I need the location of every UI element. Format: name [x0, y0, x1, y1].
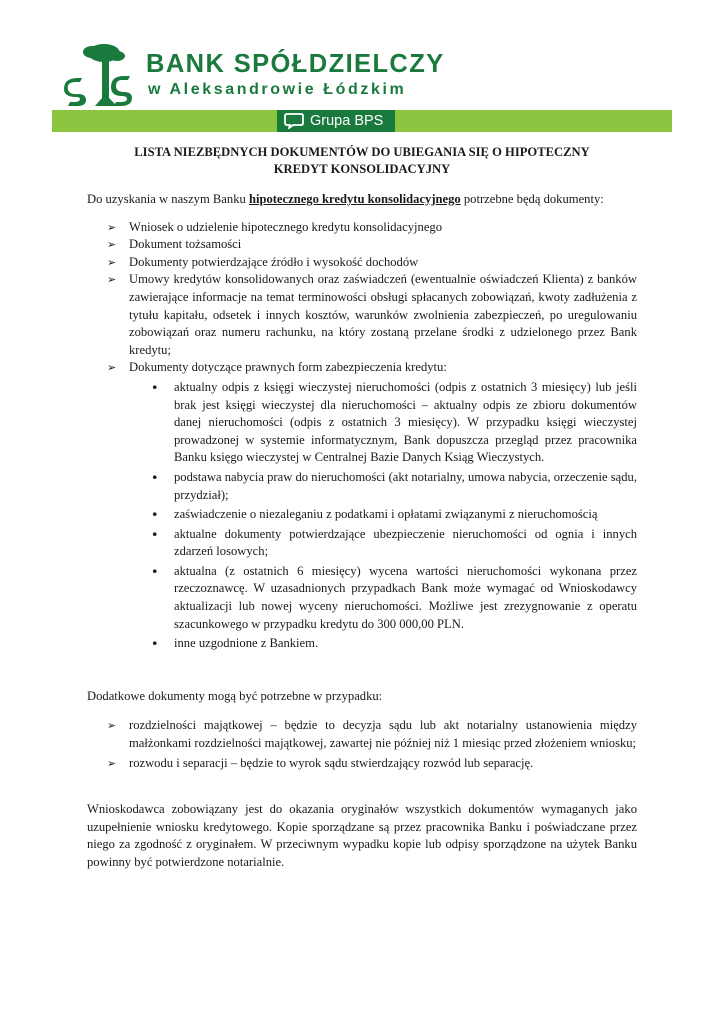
intro-paragraph [87, 191, 637, 209]
list-item [87, 717, 637, 752]
list-item-text: Dokumenty potwierdzające źródło i wysokość dochodów [129, 254, 419, 269]
arrow-bullet-icon: ➢ [107, 273, 117, 287]
dot-bullet-icon: • [151, 563, 159, 579]
arrow-bullet-icon: ➢ [107, 719, 117, 733]
arrow-bullet-icon: ➢ [107, 238, 117, 252]
list-item [87, 219, 637, 237]
list-item-text: Dokumenty dotyczące prawnych form zabezpieczenia kredytu: [129, 360, 447, 375]
dot-bullet-icon: • [151, 526, 159, 542]
sub-list-item-text: inne uzgodnione z Bankiem. [174, 636, 319, 651]
sub-list-item [129, 469, 637, 504]
sub-list-item-text: podstawa nabycia praw do nieruchomości (akt notarialny, umowa nabycia, orzeczenie sądu, przydział); [174, 469, 637, 502]
group-label: Grupa BPS [310, 113, 384, 129]
letterhead [0, 0, 725, 140]
intro-text: Do uzyskania w naszym Banku [87, 192, 249, 206]
bank-name: BANK SPÓŁDZIELCZY [146, 50, 445, 78]
group-badge [277, 110, 395, 132]
sub-list-item-text: aktualna (z ostatnich 6 miesięcy) wycena wartości nieruchomości wykonana przez rzeczoznawcę. W uzasadnionych przypadkach Bank może wymagać od Wnioskodawcy aktualizacji lub nowej wyceny nieruchomości. Możliwe jest zrezygnowanie z operatu szacunkowego w przypadku kredytu do 300 000,00 PLN. [174, 563, 637, 631]
dot-bullet-icon: • [151, 469, 159, 485]
dot-bullet-icon: • [151, 636, 159, 652]
dot-bullet-icon: • [151, 507, 159, 523]
security-documents-list [129, 379, 637, 653]
list-item-text: Wniosek o udzielenie hipotecznego kredytu konsolidacyjnego [129, 219, 442, 234]
intro-text: potrzebne będą dokumenty: [460, 192, 604, 206]
document-title [87, 144, 637, 178]
sub-list-item [129, 635, 637, 653]
title-line: KREDYT KONSOLIDACYJNY [273, 162, 451, 176]
list-item-text: Dokument tożsamości [129, 237, 242, 252]
sub-list-item [129, 563, 637, 633]
speech-bubble-icon [284, 113, 304, 129]
intro-highlight: hipotecznego kredytu konsolidacyjnego [248, 192, 461, 206]
document-body [87, 144, 637, 872]
sub-list-item [129, 526, 637, 561]
list-item-text: rozdzielności majątkowej – będzie to decyzja sądu lub akt notarialny ustanowienia między małżonkami rozdzielności majątkowej, zawartej nie później niż 1 miesiąc przed złożeniem wniosku; [129, 718, 637, 751]
required-documents-list [87, 219, 637, 653]
arrow-bullet-icon: ➢ [107, 361, 117, 375]
list-item [87, 271, 637, 359]
arrow-bullet-icon: ➢ [107, 255, 117, 269]
list-item [87, 755, 637, 773]
closing-paragraph: Wnioskodawca zobowiązany jest do okazania oryginałów wszystkich dokumentów wymaganych jako uzupełnienie wniosku kredytowego. Kopie sporządzane są przez pracownika Banku i poświadczane przez niego za zgodność z oryginałem. W przeciwnym wypadku kopie lub odpisy sporządzone na użytek Banku powinny być potwierdzone notarialnie. [87, 802, 637, 869]
sub-list-item-text: zaświadczenie o niezaleganiu z podatkami i opłatami związanymi z nieruchomością [174, 507, 598, 522]
list-item-text: Umowy kredytów konsolidowanych oraz zaświadczeń (ewentualnie oświadczeń Klienta) z banków zawierające informacje na temat terminowości obsługi spłacanych zobowiązań, kwoty zadłużenia z tytułu kapitału, odsetek i innych kosztów, warunków zwolnienia zabezpieczeń, po uregulowaniu zobowiązań oraz numeru rachunku, na który zostaną przelane środki z udzielonego przez Bank kredytu; [129, 272, 637, 357]
title-line: LISTA NIEZBĘDNYCH DOKUMENTÓW DO UBIEGANIA SIĘ O HIPOTECZNY [134, 145, 590, 159]
sub-list-item-text: aktualny odpis z księgi wieczystej nieruchomości (odpis z ostatnich 3 miesięcy) lub jeśli brak jest księgi wieczystej dla nieruchomości – aktualny odpis ze zbioru dokumentów danej nieruchomości (odpis z ostatnich 3 miesięcy). W przypadku księgi wieczystej prowadzonej w systemie informatycznym, Bank dopuszcza przegląd przez pracownika Banku księgo wieczystej w Centralnej Bazie Danych Ksiąg Wieczystych. [174, 379, 637, 465]
sub-list-item-text: aktualne dokumenty potwierdzające ubezpieczenie nieruchomości od ognia i innych zdarzeń losowych; [174, 526, 637, 559]
bank-logo-tree-icon [62, 40, 140, 108]
sub-list-item [129, 379, 637, 467]
dot-bullet-icon: • [151, 379, 159, 395]
list-item [87, 359, 637, 653]
additional-heading: Dodatkowe dokumenty mogą być potrzebne w przypadku: [87, 688, 383, 703]
additional-documents-list [87, 717, 637, 772]
sub-list-item [129, 506, 637, 524]
arrow-bullet-icon: ➢ [107, 756, 117, 770]
list-item [87, 254, 637, 272]
list-item [87, 236, 637, 254]
arrow-bullet-icon: ➢ [107, 220, 117, 234]
bank-location: w Aleksandrowie Łódzkim [148, 81, 407, 98]
list-item-text: rozwodu i separacji – będzie to wyrok sądu stwierdzający rozwód lub separację. [129, 755, 534, 770]
